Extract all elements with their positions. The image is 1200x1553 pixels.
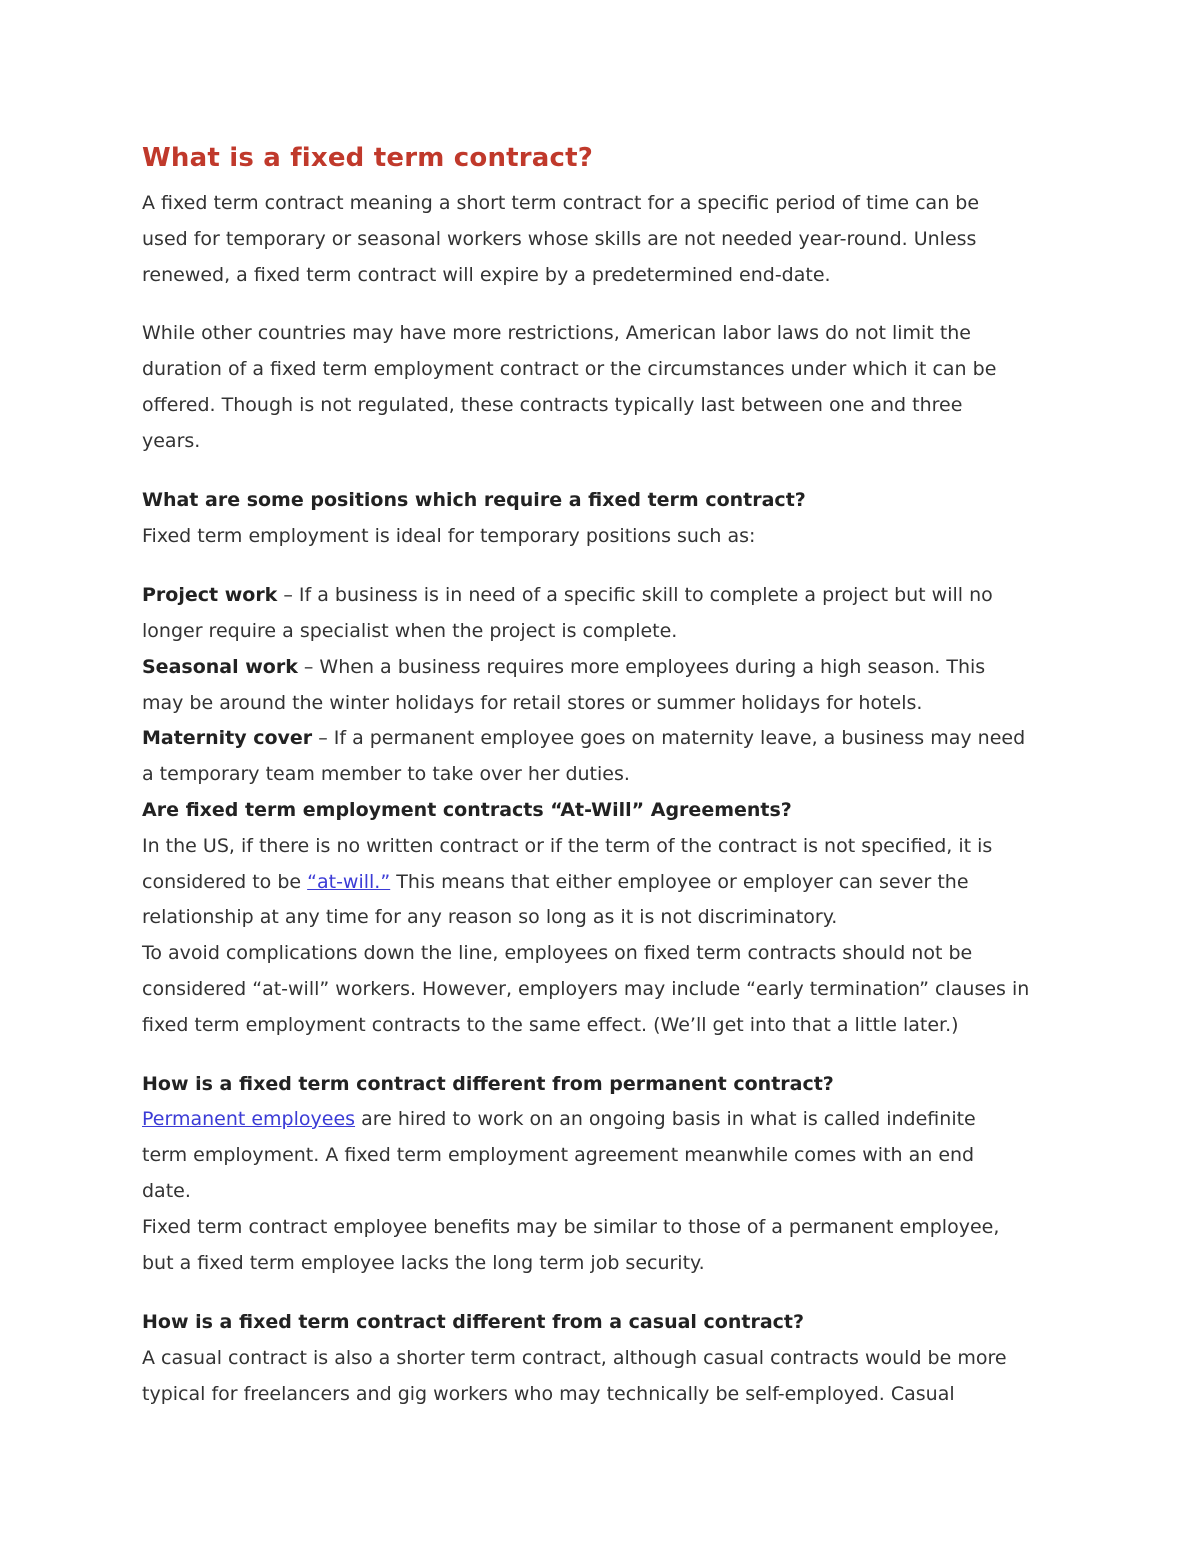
paragraph-2-line-1: While other countries may have more restrictions, American labor laws do not limit the (142, 322, 971, 344)
at-will-line-4: To avoid complications down the line, employees on fixed term contracts should not be (142, 942, 973, 964)
paragraph-2-line-2: duration of a fixed term employment contract or the circumstances under which it can be (142, 358, 997, 380)
paragraph-2-line-3: offered. Though is not regulated, these contracts typically last between one and three (142, 394, 963, 416)
at-will-link[interactable]: “at-will.” (307, 871, 391, 893)
positions-intro: Fixed term employment is ideal for temporary positions such as: (142, 525, 756, 547)
permanent-line-3: date. (142, 1180, 191, 1202)
at-will-line-2: considered to be “at-will.” This means that either employee or employer can sever the (142, 871, 969, 893)
paragraph-1-line-1: A fixed term contract meaning a short term contract for a specific period of time can be (142, 192, 980, 214)
casual-line-2: typical for freelancers and gig workers who may technically be self-employed. Casual (142, 1383, 955, 1405)
list-item-project-work-line-2: longer require a specialist when the project is complete. (142, 620, 678, 642)
page-title: What is a fixed term contract? (142, 143, 594, 173)
list-item-maternity-cover-line-2: a temporary team member to take over her duties. (142, 763, 630, 785)
permanent-line-1: Permanent employees are hired to work on an ongoing basis in what is called indefinite (142, 1108, 976, 1130)
paragraph-1-line-2: used for temporary or seasonal workers whose skills are not needed year-round. Unless (142, 228, 977, 250)
at-will-line-6: fixed term employment contracts to the same effect. (We’ll get into that a little later.) (142, 1014, 959, 1036)
list-item-maternity-cover: Maternity cover – If a permanent employee goes on maternity leave, a business may need (142, 727, 1026, 749)
list-term: Project work (142, 584, 278, 606)
permanent-line-5: but a fixed term employee lacks the long term job security. (142, 1252, 705, 1274)
list-item-seasonal-work-line-2: may be around the winter holidays for retail stores or summer holidays for hotels. (142, 692, 923, 714)
list-term: Maternity cover (142, 727, 313, 749)
at-will-line-1: In the US, if there is no written contract or if the term of the contract is not specified, it is (142, 835, 993, 857)
list-term: Seasonal work (142, 656, 298, 678)
paragraph-2-line-4: years. (142, 430, 201, 452)
section-heading-permanent: How is a fixed term contract different from permanent contract? (142, 1073, 834, 1095)
permanent-line-4: Fixed term contract employee benefits may be similar to those of a permanent employee, (142, 1216, 1000, 1238)
permanent-line-2: term employment. A fixed term employment agreement meanwhile comes with an end (142, 1144, 975, 1166)
section-heading-positions: What are some positions which require a fixed term contract? (142, 489, 806, 511)
paragraph-1-line-3: renewed, a fixed term contract will expire by a predetermined end-date. (142, 264, 831, 286)
casual-line-1: A casual contract is also a shorter term contract, although casual contracts would be more (142, 1347, 1007, 1369)
permanent-employees-link[interactable]: Permanent employees (142, 1108, 356, 1130)
section-heading-casual: How is a fixed term contract different from a casual contract? (142, 1311, 805, 1333)
at-will-line-3: relationship at any time for any reason so long as it is not discriminatory. (142, 906, 838, 928)
list-item-project-work: Project work – If a business is in need of a specific skill to complete a project but will no (142, 584, 993, 606)
at-will-line-5: considered “at-will” workers. However, employers may include “early termination” clauses in (142, 978, 1030, 1000)
section-heading-at-will: Are fixed term employment contracts “At-Will” Agreements? (142, 799, 792, 821)
list-item-seasonal-work: Seasonal work – When a business requires more employees during a high season. This (142, 656, 986, 678)
